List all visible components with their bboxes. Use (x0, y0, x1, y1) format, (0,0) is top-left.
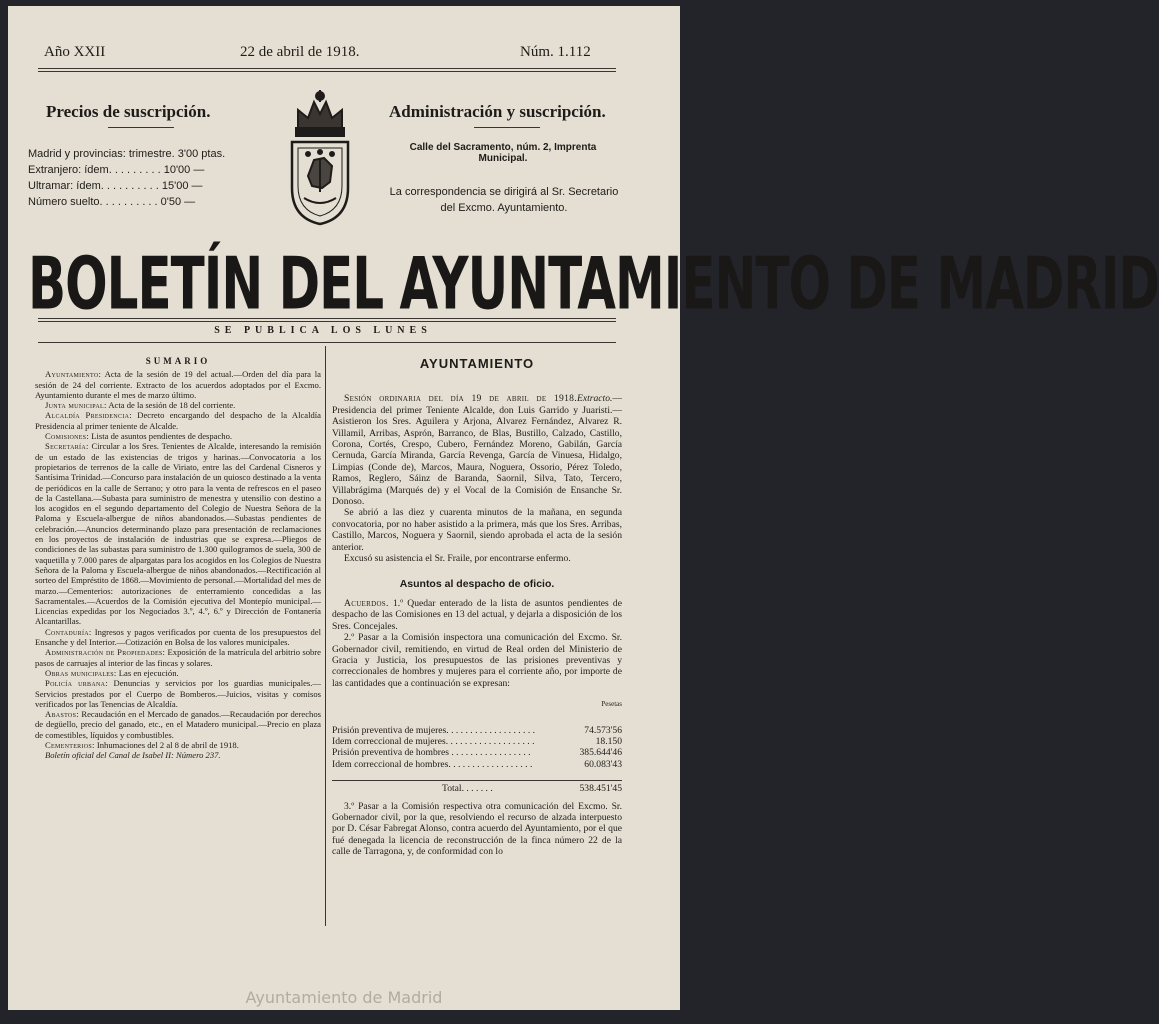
article-heading: AYUNTAMIENTO (419, 356, 535, 371)
table-row: Prisión preventiva de hombres . . . . . . . . . . . . . . . . . 385.644'46 (332, 747, 622, 759)
subscription-prices (28, 146, 278, 210)
article-paragraph: Se abrió a las diez y cuarenta minutos de la mañana, en segunda convocatoria, por no haber asistido a la primera, más que los Sres. Arribas, Castillo, Marcos, Noguera y Saornil, siendo aprobada el acta de la sesión anterior. (332, 507, 622, 553)
price-row: Ultramar: ídem. . . . . . . . . . 15'00 — (28, 180, 203, 192)
summary-item: Administración de Propiedades: Exposición de la matrícula del arbitrio sobre pasos de carruajes al interior de las fincas y solares. (35, 647, 321, 668)
issue-header (38, 44, 616, 66)
price-row: Número suelto. . . . . . . . . . 0'50 — (28, 196, 196, 208)
table-header: Pesetas (601, 700, 622, 709)
table-total-row: Total. . . . . . . 538.451'45 (332, 780, 622, 794)
issue-number: Núm. 1.112 (520, 44, 591, 60)
accords-label: Acuerdos. (344, 597, 389, 609)
subscription-title: Precios de suscripción. (46, 102, 211, 121)
header-rule-2 (38, 71, 616, 72)
administration-address: Calle del Sacramento, núm. 2, Imprenta Municipal. (409, 142, 597, 164)
summary-item: Comisiones: Lista de asuntos pendientes de despacho. (45, 431, 233, 442)
article-paragraph: 2.º Pasar a la Comisión inspectora una comunicación del Excmo. Sr. Gobernador civil, remitiendo, en virtud de Real orden del Ministerio de Gracia y Justicia, los presupuestos de las prisiones preventivas y correccionales de hombres y mujeres para el corriente año, por importe de las cantidades que a continuación se expresan: (332, 632, 622, 689)
administration-note: La correspondencia se dirigirá al Sr. Secretario del Excmo. Ayuntamiento. (389, 186, 619, 214)
watermark: Ayuntamiento de Madrid (245, 988, 443, 1007)
article-subheading: Asuntos al despacho de oficio. (399, 577, 555, 590)
summary-item: Junta municipal: Acta de la sesión de 18 del corriente. (45, 400, 236, 411)
session-label: Sesión ordinaria del día 19 de abril de 1918. (344, 393, 577, 405)
extract-label: Extracto. (576, 393, 613, 405)
madrid-coat-of-arms-icon (284, 88, 356, 228)
columns-top-rule (38, 342, 616, 343)
summary-item: Alcaldía Presidencia: Decreto encargando del despacho de la Alcaldía Presidencia al primer teniente de Alcalde. (35, 410, 321, 431)
summary-item: Abastos: Recaudación en el Mercado de ganados.—Recaudación por derechos de degüello, precio del ganado, etc., en el Matadero municipal.—Precio en plaza de comestibles, líquidos y combustibles. (35, 709, 321, 740)
table-row: Idem correccional de hombres. . . . . . . . . . . . . . . . . . 60.083'43 (332, 758, 622, 770)
summary-item: Policía urbana: Denuncias y servicios por los guardias municipales.—Servicios prestados por el Cuerpo de Bomberos.—Juicios, visitas y comisos verificados por las Tenencias de Alcaldía. (35, 678, 322, 709)
summary-item: Ayuntamiento: Acta de la sesión de 19 del actual.—Orden del día para la sesión de 24 del corriente. Extracto de los acuerdos adoptados por el Excmo. Ayuntamiento durante el mes de marzo último. (35, 369, 321, 400)
administration-title: Administración y suscripción. (389, 102, 606, 121)
administration-title-rule (474, 127, 540, 128)
publication-day: SE PUBLICA LOS LUNES (214, 325, 432, 336)
summary-footer: Boletín oficial del Canal de Isabel II: Número 237. (45, 750, 221, 761)
price-row: Extranjero: ídem. . . . . . . . . 10'00 — (28, 164, 205, 176)
issue-year: Año XXII (44, 44, 106, 60)
table-row: Prisión preventiva de mujeres. . . . . . . . . . . . . . . . . . . 74.573'56 (332, 724, 622, 736)
masthead-title: BOLETÍN DEL AYUNTAMIENTO DE MADRID (28, 242, 1159, 327)
issue-date: 22 de abril de 1918. (240, 44, 360, 60)
article-paragraph: 3.º Pasar a la Comisión respectiva otra comunicación del Excmo. Sr. Gobernador civil, por la que, resolviendo el recurso de alzada interpuesto por D. César Fabregat Alonso, contra acuerdo del Ayuntamiento, por el que fué denegada la licencia de reconstrucción de la finca número 22 de la calle de Tarragona, y, de conformidad con lo (332, 800, 622, 858)
summary-item: Secretaría: Circular a los Sres. Tenientes de Alcalde, interesando la remisión de un estado de las existencias de trigos y harinas.—Convocatoria a los propietarios de terrenos de la calle de Viriato, entre las del Cardenal Cisneros y Santísima Trinidad.—Concurso para instalación de un quiosco destinado a la venta de periódicos en la calle de Serrano; y otro para la venta de refrescos en el paseo de la Castellana.—Subasta para suministro de menestra y utensilio con destino a los acogidos en el segundo departamento del Colegio de Nuestra Señora de la Paloma y Escuela-albergue de niños abandonados.—Subastas pendientes de celebración.—Anuncios determinando plazo para presentación de reclamaciones en los proyectos de instalación de industrias que se expresa.—Pliegos de condiciones de las subastas para suministro de 1.300 quilogramos de suela, 300 de vaquetilla y 7.000 pares de alpargatas para los acogidos en los Colegios de Nuestra Señora de la Paloma y Escuela-albergue de niños abandonados.—Rectificación al sorteo del Empréstito de 1868.—Movimiento de personal.—Mortalidad del mes de marzo.—Cementerios: autorizaciones de enterramiento concedidas a las Sacramentales.—Acuerdos de la Comisión ejecutiva del Montepío municipal.—Licencias expedidas por los Negociados 3.º, 4.º, 6.º y Dirección de Fontanería Alcantarillas. (35, 441, 322, 627)
price-row: Madrid y provincias: trimestre. 3'00 ptas. (28, 148, 226, 160)
article-paragraph: Acuerdos. 1.º Quedar enterado de la lista de asuntos pendientes de despacho de las Comisiones en 13 del actual, y dejarla a disposición de los Sres. Concejales. (332, 597, 622, 632)
table-row: Idem correccional de mujeres. . . . . . . . . . . . . . . . . . . 18.150 (332, 735, 622, 747)
summary-column (35, 356, 321, 761)
article-paragraph: Sesión ordinaria del día 19 de abril de 1918.Extracto.—Presidencia del primer Teniente Alcalde, don Luis Garrido y Juaristi.—Asistieron los Sres. Aguilera y Arjona, Alvarez Fernández, Alvarez R. Villamil, Arribas, Asprón, Barranco, de Blas, Bustillo, Calzado, Castillo, Corona, Cortés, Crespo, Cubero, Fernández Moreno, Gabilán, García Cernuda, García Miranda, García Revenga, García de Vinuesa, Hidalgo, Limpias (Conde de), Marcos, Maura, Noguera, Ossorio, Pérez Toledo, Ramos, Reglero, Sáinz de Baranda, Saornil, Silva, Tato, Tercero, Villabrágima (Marqués de) y el Vocal de la Comisión de Ensanche Sr. Donoso. (332, 393, 622, 508)
header-rule (38, 68, 616, 69)
masthead-rule-2 (38, 321, 616, 322)
column-divider (325, 346, 326, 926)
article-paragraph: Excusó su asistencia el Sr. Fraile, por encontrarse enfermo. (344, 553, 571, 565)
summary-item: Obras municipales: Las en ejecución. (45, 667, 179, 678)
newspaper-page (8, 6, 1159, 1010)
masthead-rule (38, 318, 616, 319)
article-column (332, 358, 622, 858)
summary-heading: SUMARIO (145, 356, 211, 366)
subscription-title-rule (108, 127, 174, 128)
prison-budget-table (332, 699, 622, 794)
summary-item: Cementerios: Inhumaciones del 2 al 8 de abril de 1918. (45, 739, 239, 750)
summary-item: Contaduría: Ingresos y pagos verificados por cuenta de los presupuestos del Ensanche y del Interior.—Cotización en Bolsa de los valores municipales. (35, 626, 322, 648)
